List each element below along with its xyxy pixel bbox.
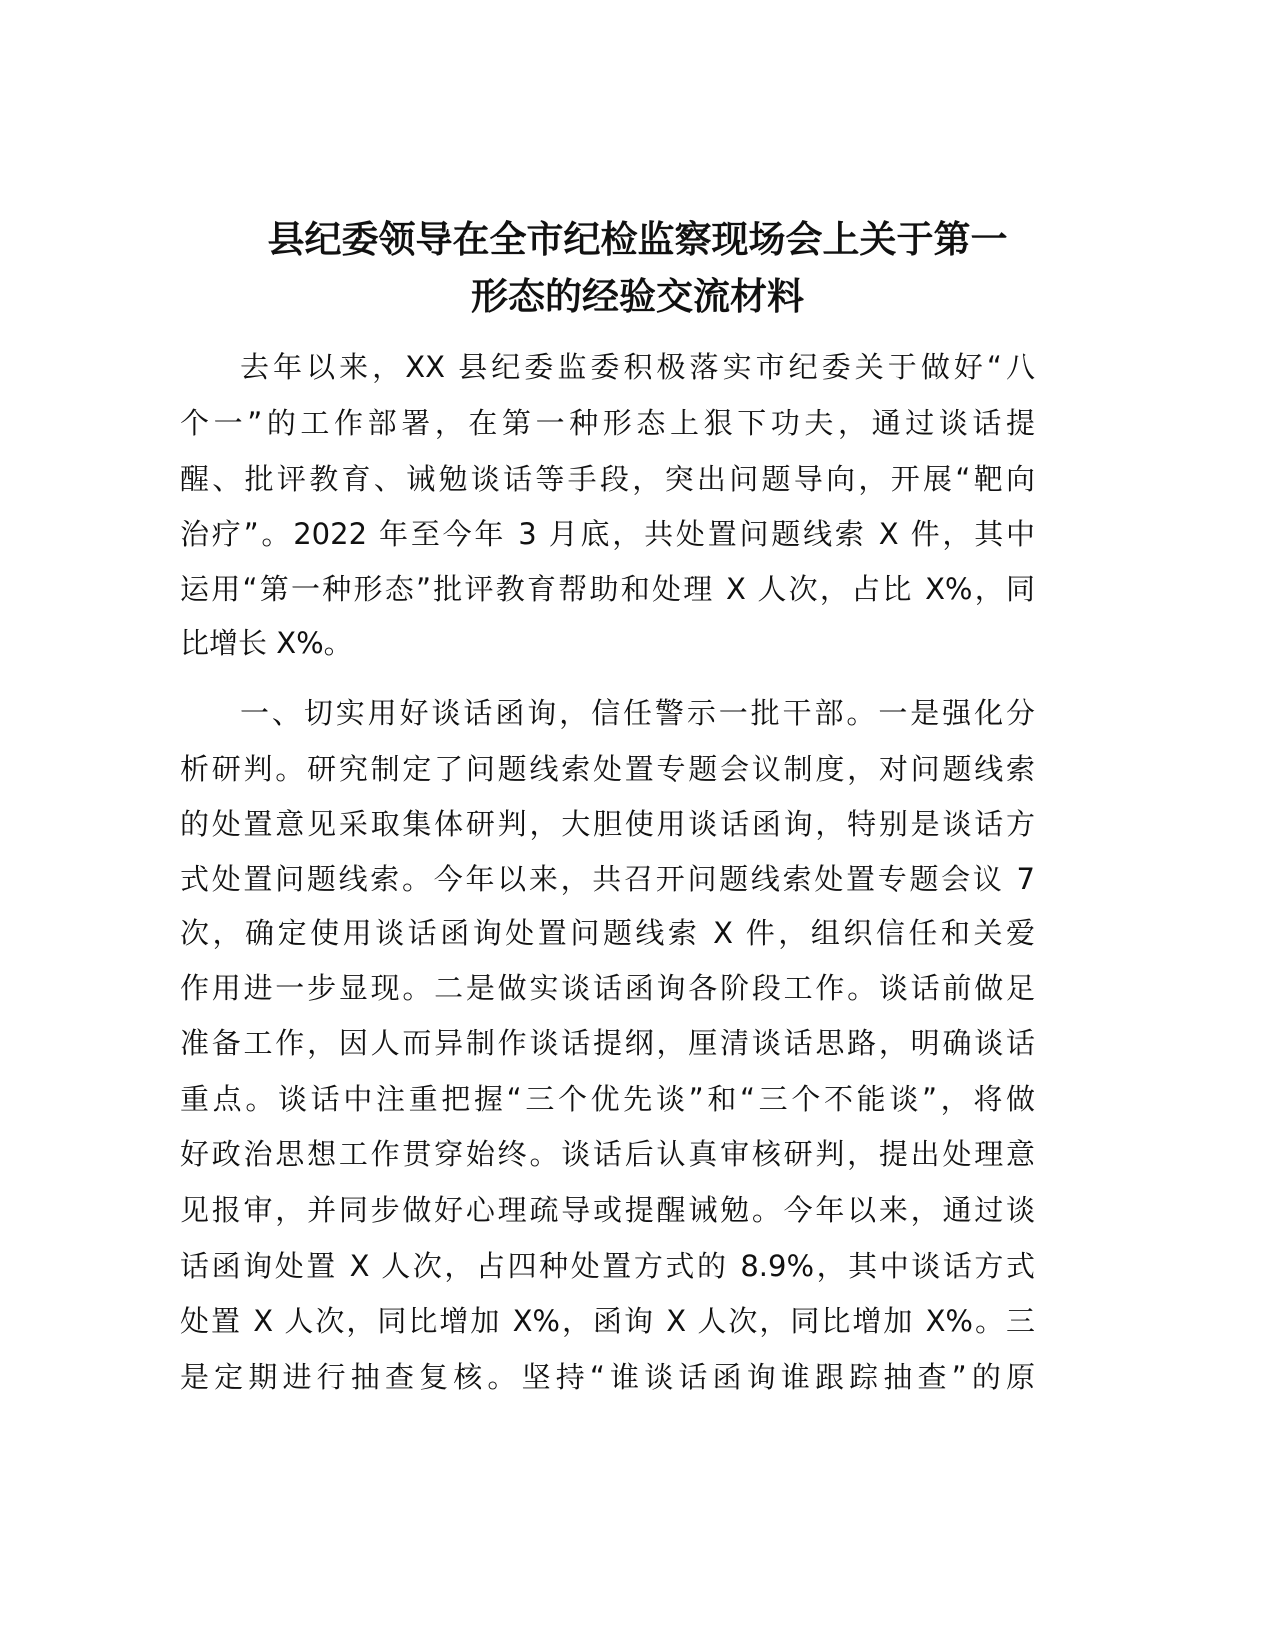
paragraph-2-line: 一、切实用好谈话函询，信任警示一批干部。一是强化分 bbox=[240, 696, 1035, 730]
paragraph-1-line: 治疗”。2022 年至今年 3 月底，共处置问题线索 X 件，其中 bbox=[180, 517, 1035, 551]
paragraph-2-line: 是定期进行抽查复核。坚持“谁谈话函询谁跟踪抽查”的原 bbox=[180, 1360, 1035, 1394]
paragraph-1-line: 醒、批评教育、诫勉谈话等手段，突出问题导向，开展“靶向 bbox=[180, 462, 1035, 496]
paragraph-2-line: 好政治思想工作贯穿始终。谈话后认真审核研判，提出处理意 bbox=[180, 1137, 1035, 1171]
paragraph-2-line: 次，确定使用谈话函询处置问题线索 X 件，组织信任和关爱 bbox=[180, 916, 1035, 950]
paragraph-2-line: 见报审，并同步做好心理疏导或提醒诫勉。今年以来，通过谈 bbox=[180, 1193, 1035, 1227]
paragraph-2-line: 析研判。研究制定了问题线索处置专题会议制度，对问题线索 bbox=[180, 752, 1035, 786]
paragraph-2-line: 话函询处置 X 人次，占四种处置方式的 8.9%，其中谈话方式 bbox=[180, 1249, 1035, 1283]
paragraph-2-line: 式处置问题线索。今年以来，共召开问题线索处置专题会议 7 bbox=[180, 862, 1035, 896]
paragraph-2-line: 的处置意见采取集体研判，大胆使用谈话函询，特别是谈话方 bbox=[180, 807, 1035, 841]
paragraph-1-line: 个一”的工作部署，在第一种形态上狠下功夫，通过谈话提 bbox=[180, 406, 1035, 440]
paragraph-1-line: 运用“第一种形态”批评教育帮助和处理 X 人次，占比 X%，同 bbox=[180, 572, 1035, 606]
document-title-line-1: 县纪委领导在全市纪检监察现场会上关于第一 bbox=[267, 218, 1008, 261]
paragraph-2-line: 作用进一步显现。二是做实谈话函询各阶段工作。谈话前做足 bbox=[180, 971, 1035, 1005]
paragraph-2-line: 重点。谈话中注重把握“三个优先谈”和“三个不能谈”，将做 bbox=[180, 1082, 1035, 1116]
paragraph-1-line: 比增长 X%。 bbox=[180, 626, 353, 660]
paragraph-2-line: 准备工作，因人而异制作谈话提纲，厘清谈话思路，明确谈话 bbox=[180, 1026, 1035, 1060]
paragraph-2-line: 处置 X 人次，同比增加 X%，函询 X 人次，同比增加 X%。三 bbox=[180, 1304, 1035, 1338]
document-title-line-2: 形态的经验交流材料 bbox=[471, 275, 804, 318]
paragraph-1-line: 去年以来，XX 县纪委监委积极落实市纪委关于做好“八 bbox=[240, 350, 1035, 384]
